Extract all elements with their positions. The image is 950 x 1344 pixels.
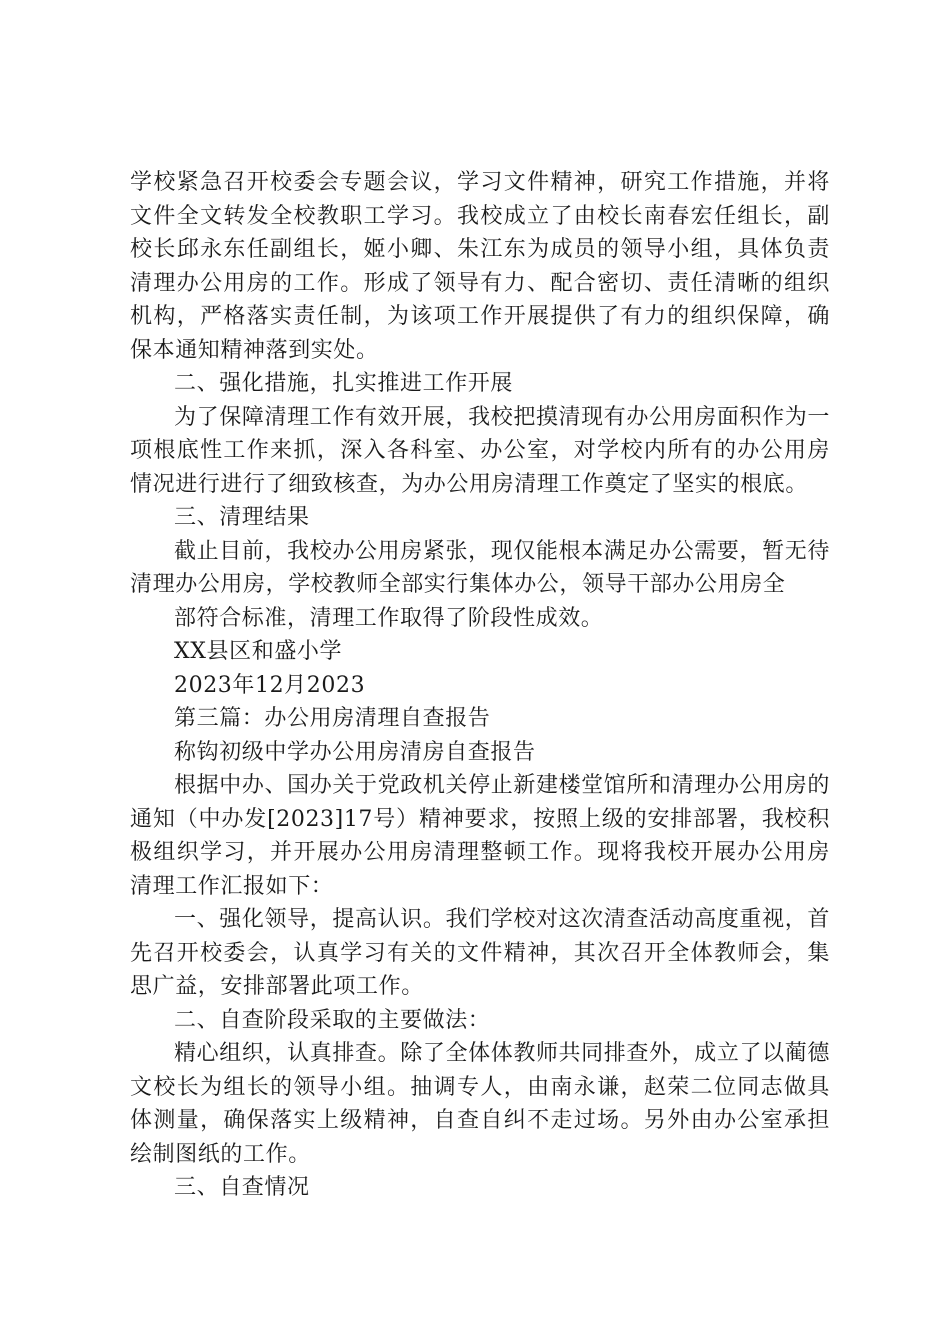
paragraph-careful-organization: 精心组织，认真排查。除了全体体教师共同排查外，成立了以蔺德文校长为组长的领导小组。抽调专人，由南永谦，赵荣二位同志做具体测量，确保落实上级精神，自查自纠不走过场。另外由办公室承担绘制图纸的工作。 — [130, 1041, 830, 1167]
paragraph-introduction: 根据中办、国办关于党政机关停止新建楼堂馆所和清理办公用房的通知（中办发[2023]17号）精神要求，按照上级的安排部署，我校积极组织学习，并开展办公用房清理整顿工作。现将我校开展办公用房清理工作汇报如下： — [130, 773, 830, 899]
paragraph-leadership-group: 学校紧急召开校委会专题会议，学习文件精神，研究工作措施，并将文件全文转发全校教职工学习。我校成立了由校长南春宏任组长，副校长邱永东任副组长，姬小卿、朱江东为成员的领导小组，具体负责清理办公用房的工作。形成了领导有力、配合密切、责任清晰的组织机构，严格落实责任制，为该项工作开展提供了有力的组织保障，确保本通知精神落到实处。 — [130, 170, 830, 363]
paragraph-strengthen-leadership: 一、强化领导，提高认识。我们学校对这次清查活动高度重视，首先召开校委会，认真学习有关的文件精神，其次召开全体教师会，集思广益，安排部署此项工作。 — [130, 907, 830, 999]
paragraph-results: 截止目前，我校办公用房紧张，现仅能根本满足办公需要，暂无待清理办公用房，学校教师全部实行集体办公，领导干部办公用房全 — [130, 538, 830, 597]
heading-main-practices: 二、自查阶段采取的主要做法： — [174, 1007, 491, 1033]
paragraph-verification: 为了保障清理工作有效开展，我校把摸清现有办公用房面积作为一项根底性工作来抓，深入各科室、办公室，对学校内所有的办公用房情况进行进行了细致核查，为办公用房清理工作奠定了坚实的根底。 — [130, 404, 830, 497]
paragraph-results-continued: 部符合标准，清理工作取得了阶段性成效。 — [174, 605, 604, 631]
signature-date: 2023年12月2023 — [174, 672, 366, 698]
document-page — [130, 166, 830, 1205]
heading-strengthen-measures: 二、强化措施，扎实推进工作开展 — [174, 371, 514, 396]
section-title-part-three: 第三篇：办公用房清理自查报告 — [174, 706, 491, 731]
heading-cleanup-results: 三、清理结果 — [174, 505, 310, 530]
heading-self-check-status: 三、自查情况 — [174, 1175, 310, 1200]
signature-school: XX县区和盛小学 — [174, 639, 343, 664]
report-title: 称钩初级中学办公用房清房自查报告 — [174, 739, 536, 765]
